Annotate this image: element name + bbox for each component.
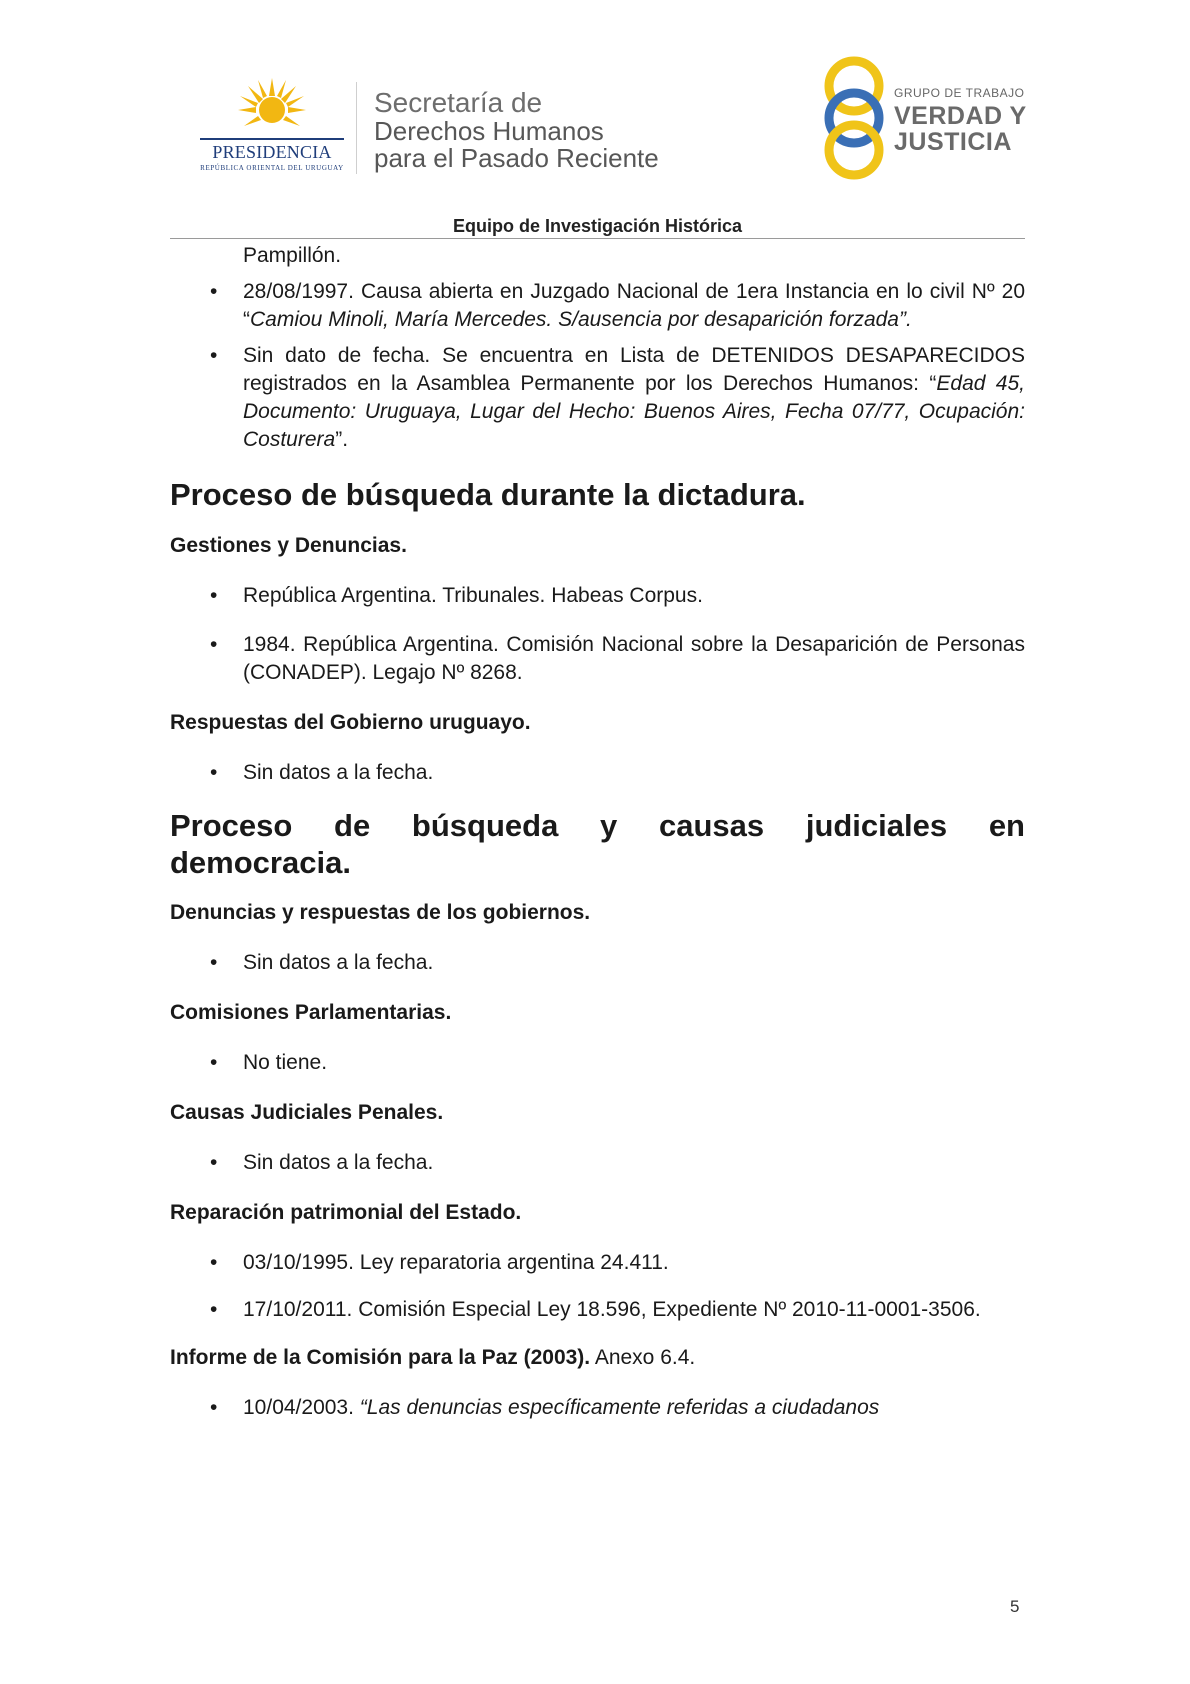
interlocked-rings-icon <box>818 56 890 180</box>
presidencia-divider <box>200 138 344 140</box>
subheading-denuncias: Denuncias y respuestas de los gobiernos. <box>170 901 591 924</box>
logo-separator <box>356 82 357 174</box>
item-text: 10/04/2003. <box>243 1396 360 1419</box>
item-text: 1984. República Argentina. Comisión Nacional sobre la Desaparición de Personas (CONADEP). Legajo Nº 8268. <box>243 633 1025 684</box>
subheading-informe <box>170 1344 1025 1372</box>
item-quote: Camiou Minoli, María Mercedes. S/ausencia por desaparición forzada”. <box>250 308 912 331</box>
secretaria-line-1: Secretaría de <box>374 87 543 118</box>
subheading-causas: Causas Judiciales Penales. <box>170 1101 444 1124</box>
informe-title: Informe de la Comisión para la Paz (2003). <box>170 1346 591 1369</box>
vj-title-line-2: JUSTICIA <box>894 128 1012 156</box>
item-text: Sin dato de fecha. Se encuentra en Lista de DETENIDOS DESAPARECIDOS registrados en la Asamblea Permanente por los Derechos Humanos: “ <box>243 344 1025 395</box>
list-item <box>170 582 1025 610</box>
document-body <box>170 238 1025 1422</box>
item-quote: “Las denuncias específicamente referidas a ciudadanos <box>359 1396 880 1419</box>
item-quote: Edad 45, Documento: Uruguaya, Lugar del Hecho: Buenos Aires, Fecha 07/77, Ocupación: Costurera <box>243 372 1026 451</box>
bullet-icon: • <box>210 584 218 607</box>
subheading-respuestas: Respuestas del Gobierno uruguayo. <box>170 711 531 734</box>
list-item <box>170 759 1025 787</box>
presidencia-subtitle: REPÚBLICA ORIENTAL DEL URUGUAY <box>200 164 344 172</box>
verdad-justicia-logo <box>818 56 1028 180</box>
item-text: Sin datos a la fecha. <box>243 1151 434 1174</box>
section-heading-democracia: Proceso de búsqueda y causas judiciales en <box>170 808 1025 843</box>
team-title: Equipo de Investigación Histórica <box>452 216 743 236</box>
item-text: 03/10/1995. Ley reparatoria argentina 24.411. <box>243 1251 669 1274</box>
bullet-icon: • <box>210 1251 218 1274</box>
vj-title-line-1: VERDAD Y <box>894 102 1027 130</box>
continued-text: Pampillón. <box>243 244 342 267</box>
page-number: 5 <box>1010 1597 1020 1616</box>
bullet-icon: • <box>210 344 218 367</box>
secretaria-line-3: para el Pasado Reciente <box>374 143 659 173</box>
item-text: No tiene. <box>243 1051 328 1074</box>
list-item <box>170 1296 1025 1324</box>
item-text: 17/10/2011. Comisión Especial Ley 18.596, Expediente Nº 2010-11-0001-3506. <box>243 1298 981 1321</box>
informe-annex: Anexo 6.4. <box>590 1346 696 1369</box>
bullet-icon: • <box>210 1298 218 1321</box>
presidencia-name: PRESIDENCIA <box>212 142 332 162</box>
section-heading-democracia-cont: democracia. <box>170 845 351 880</box>
item-text-end: ”. <box>335 428 349 451</box>
sun-emblem-icon <box>236 76 308 136</box>
bullet-icon: • <box>210 1396 218 1419</box>
list-item <box>170 1249 1025 1277</box>
list-item <box>170 1049 1025 1077</box>
bullet-icon: • <box>210 1151 218 1174</box>
subheading-gestiones: Gestiones y Denuncias. <box>170 534 407 557</box>
list-item <box>170 949 1025 977</box>
list-item <box>170 1394 1025 1422</box>
secretaria-line-2: Derechos Humanos <box>374 116 604 146</box>
page-header <box>0 0 1190 240</box>
secretaria-logo-text <box>374 88 659 172</box>
item-text: República Argentina. Tribunales. Habeas Corpus. <box>243 584 703 607</box>
bullet-icon: • <box>210 1051 218 1074</box>
presidencia-logo <box>196 76 348 176</box>
bullet-icon: • <box>210 280 218 303</box>
bullet-icon: • <box>210 633 218 656</box>
list-item <box>170 1149 1025 1177</box>
item-text: 28/08/1997. Causa abierta en Juzgado Nacional de 1era Instancia en lo civil Nº 20 “ <box>243 280 1025 331</box>
subheading-reparacion: Reparación patrimonial del Estado. <box>170 1201 522 1224</box>
subheading-comisiones: Comisiones Parlamentarias. <box>170 1001 452 1024</box>
item-text: Sin datos a la fecha. <box>243 951 434 974</box>
item-text: Sin datos a la fecha. <box>243 761 434 784</box>
list-item <box>170 631 1025 687</box>
bullet-icon: • <box>210 951 218 974</box>
bullet-icon: • <box>210 761 218 784</box>
section-heading-dictadura: Proceso de búsqueda durante la dictadura. <box>170 477 806 512</box>
list-item <box>170 278 1025 334</box>
list-item <box>170 342 1025 454</box>
vj-small-text: GRUPO DE TRABAJO <box>894 86 1025 100</box>
